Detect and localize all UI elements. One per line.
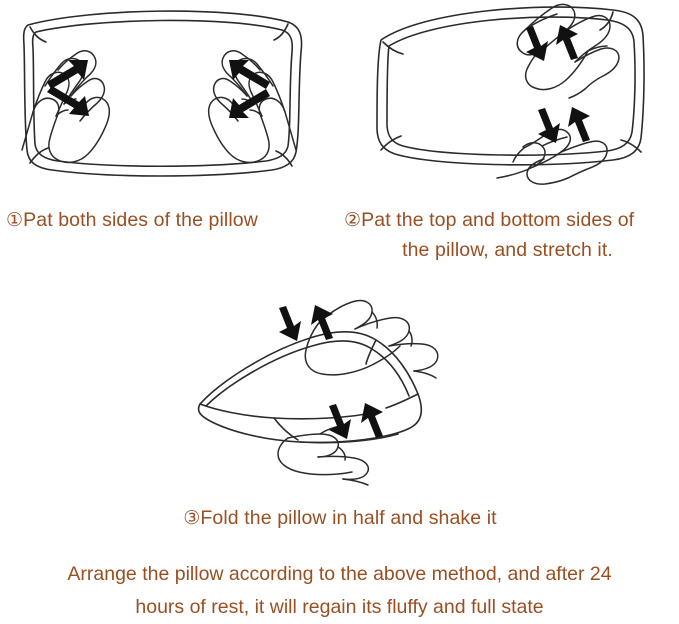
step-1-caption-text: Pat both sides of the pillow	[23, 209, 258, 231]
step-3-caption-text: Fold the pillow in half and shake it	[200, 507, 497, 529]
hands-folding-pillow-icon	[170, 286, 510, 486]
step-2-caption-line2: the pillow, and stretch it.	[402, 239, 613, 261]
step-3-panel	[170, 286, 510, 486]
summary-line-1: Arrange the pillow according to the above method, and after 24	[67, 563, 612, 585]
step-1-caption	[0, 205, 330, 235]
step-1-number: ①	[6, 210, 24, 231]
step-2-number: ②	[344, 210, 362, 231]
step-2-panel	[345, 0, 679, 190]
step-3-number: ③	[183, 508, 201, 529]
step-3-caption	[110, 503, 570, 533]
summary-line-2: hours of rest, it will regain its fluffy and full state	[135, 596, 544, 618]
step-2-caption	[340, 205, 679, 265]
step-2-caption-line1: Pat the top and bottom sides of	[361, 209, 635, 231]
hands-patting-pillow-top-bottom-icon	[345, 0, 679, 190]
summary-text	[14, 558, 665, 624]
hands-patting-pillow-sides-icon	[0, 0, 330, 190]
step-1-panel	[0, 0, 330, 190]
